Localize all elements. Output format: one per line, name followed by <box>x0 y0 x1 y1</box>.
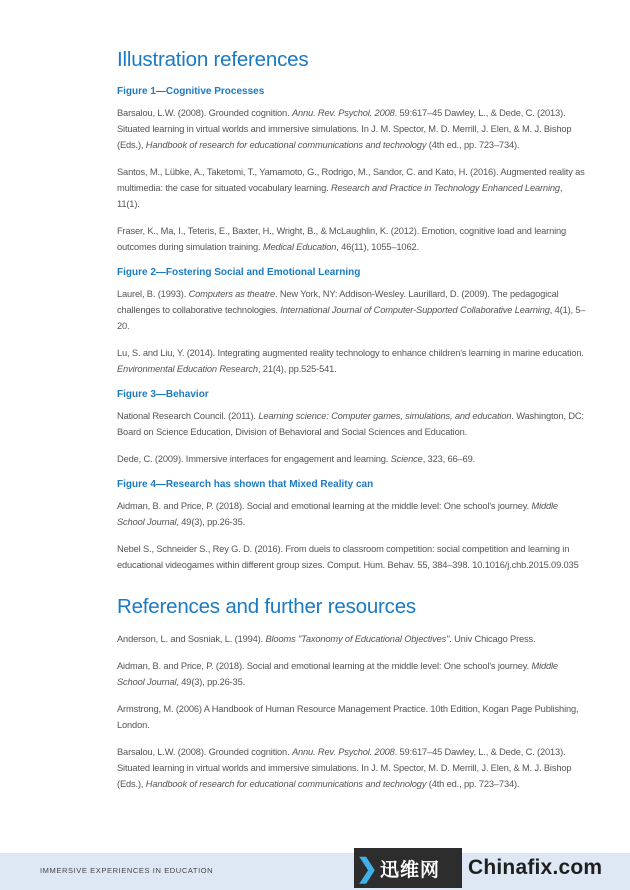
section-title-references: References and further resources <box>117 594 416 618</box>
reference-title-italic: International Journal of Computer-Supported Collaborative Learning <box>280 304 550 315</box>
reference-title-italic: Handbook of research for educational communications and technology <box>145 779 427 790</box>
reference-text: , 49(3), pp.26-35. <box>176 677 246 688</box>
reference-text: (4th ed., pp. 723–734). <box>426 139 520 150</box>
reference-entry <box>117 498 587 530</box>
footer-text: IMMERSIVE EXPERIENCES IN EDUCATION <box>40 866 214 875</box>
reference-text: Laurel, B. (1993). <box>117 288 189 299</box>
reference-entry <box>117 223 587 255</box>
figure-heading: Figure 3—Behavior <box>117 388 209 400</box>
reference-text: (4th ed., pp. 723–734). <box>426 779 520 790</box>
watermark-logo <box>354 846 630 890</box>
reference-text: National Research Council. (2011). <box>117 410 259 421</box>
reference-title-italic: Learning science: Computer games, simulations, and education <box>258 410 512 421</box>
reference-text: Barsalou, L.W. (2008). Grounded cognition. <box>117 747 292 758</box>
reference-title-italic: Middle School Journal <box>117 500 558 527</box>
reference-text: . Washington, DC: Board on Science Education, Division of Behavioral and Social Sciences and Education. <box>117 410 584 437</box>
reference-entry <box>117 105 587 153</box>
reference-text: Aidman, B. and Price, P. (2018). Social and emotional learning at the middle level: One school's journey. <box>117 500 532 511</box>
watermark-cn-text: 迅维网 <box>380 859 441 881</box>
references-list <box>117 631 587 792</box>
reference-title-italic: Medical Education <box>262 241 337 252</box>
reference-text: , 4(1), 5–20. <box>117 304 586 331</box>
reference-entry <box>117 164 587 212</box>
reference-entry <box>117 631 587 647</box>
reference-title-italic: Research and Practice in Technology Enhanced Learning <box>330 182 560 193</box>
page-content <box>117 48 587 803</box>
reference-text: , 49(3), pp.26-35. <box>176 516 246 527</box>
reference-title-italic: Science <box>390 453 423 464</box>
reference-text: , 46(11), 1055–1062. <box>336 241 419 252</box>
reference-text: Lu, S. and Liu, Y. (2014). Integrating augmented reality technology to enhance children's learning in marine education. <box>117 347 584 358</box>
chevron-right-icon: ❯ <box>356 852 378 883</box>
reference-entry <box>117 345 587 377</box>
reference-entry <box>117 744 587 792</box>
reference-text: . Univ Chicago Press. <box>449 634 536 645</box>
reference-text: Anderson, L. and Sosniak, L. (1994). <box>117 634 266 645</box>
reference-text: , 21(4), pp.525-541. <box>257 363 337 374</box>
figure-heading: Figure 2—Fostering Social and Emotional Learning <box>117 266 361 278</box>
reference-text: Barsalou, L.W. (2008). Grounded cognition. <box>117 107 292 118</box>
reference-text: Aidman, B. and Price, P. (2018). Social and emotional learning at the middle level: One school's journey. <box>117 661 532 672</box>
figure-heading: Figure 4—Research has shown that Mixed Reality can <box>117 478 374 490</box>
reference-entry <box>117 658 587 690</box>
figures-list <box>117 85 587 573</box>
reference-text: Nebel S., Schneider S., Rey G. D. (2016). From duels to classroom competition: social competition and learning in educational videogames within different group sizes. Comput. Hum. Behav. 55, 384–398. 10.1016/j.chb.2015.09.035 <box>117 543 579 570</box>
figure-group <box>117 478 587 573</box>
reference-entry <box>117 408 587 440</box>
reference-text: Santos, M., Lübke, A., Taketomi, T., Yamamoto, G., Rodrigo, M., Sandor, C. and Kato, H. (2016). Augmented reality as multimedia: the case for situated vocabulary learning. <box>117 166 585 193</box>
reference-title-italic: Computers as theatre <box>188 288 275 299</box>
figure-group <box>117 85 587 255</box>
figure-group <box>117 266 587 377</box>
reference-text: . 59:617–45 Dawley, L., & Dede, C. (2013). Situated learning in virtual worlds and immersive simulations. In J. M. Spector, M. D. Merrill, J. Elen, & M. J. Bishop (Eds.), <box>117 747 572 790</box>
reference-text: Armstrong, M. (2006) A Handbook of Human Resource Management Practice. 10th Edition, Kogan Page Publishing, London. <box>117 704 579 731</box>
reference-entry <box>117 701 587 733</box>
reference-title-italic: Annu. Rev. Psychol. 2008 <box>291 747 395 758</box>
reference-text: . New York, NY: Addison-Wesley. Laurillard, D. (2009). The pedagogical challenges to collaborative technologies. <box>117 288 559 315</box>
reference-title-italic: Middle School Journal <box>117 661 558 688</box>
figure-group <box>117 388 587 467</box>
reference-title-italic: Handbook of research for educational communications and technology <box>145 139 427 150</box>
reference-entry <box>117 541 587 573</box>
reference-text: . 59:617–45 Dawley, L., & Dede, C. (2013). Situated learning in virtual worlds and immersive simulations. In J. M. Spector, M. D. Merrill, J. Elen, & M. J. Bishop (Eds.), <box>117 107 572 150</box>
reference-text: , 11(1). <box>117 182 563 209</box>
reference-text: Fraser, K., Ma, I., Teteris, E., Baxter, H., Wright, B., & McLaughlin, K. (2012). Emotion, cognitive load and learning outcomes during simulation training. <box>117 225 567 252</box>
reference-text: , 323, 66–69. <box>422 453 476 464</box>
watermark-cn-box <box>354 848 462 888</box>
reference-title-italic: Blooms "Taxonomy of Educational Objectives" <box>265 634 450 645</box>
section-title-illustration-references: Illustration references <box>117 48 309 71</box>
reference-entry <box>117 286 587 334</box>
reference-text: Dede, C. (2009). Immersive interfaces for engagement and learning. <box>117 453 391 464</box>
reference-entry <box>117 451 587 467</box>
reference-title-italic: Environmental Education Research <box>117 363 258 374</box>
reference-title-italic: Annu. Rev. Psychol. 2008 <box>291 107 395 118</box>
figure-heading: Figure 1—Cognitive Processes <box>117 85 265 97</box>
watermark-en-text: Chinafix.com <box>468 856 603 879</box>
